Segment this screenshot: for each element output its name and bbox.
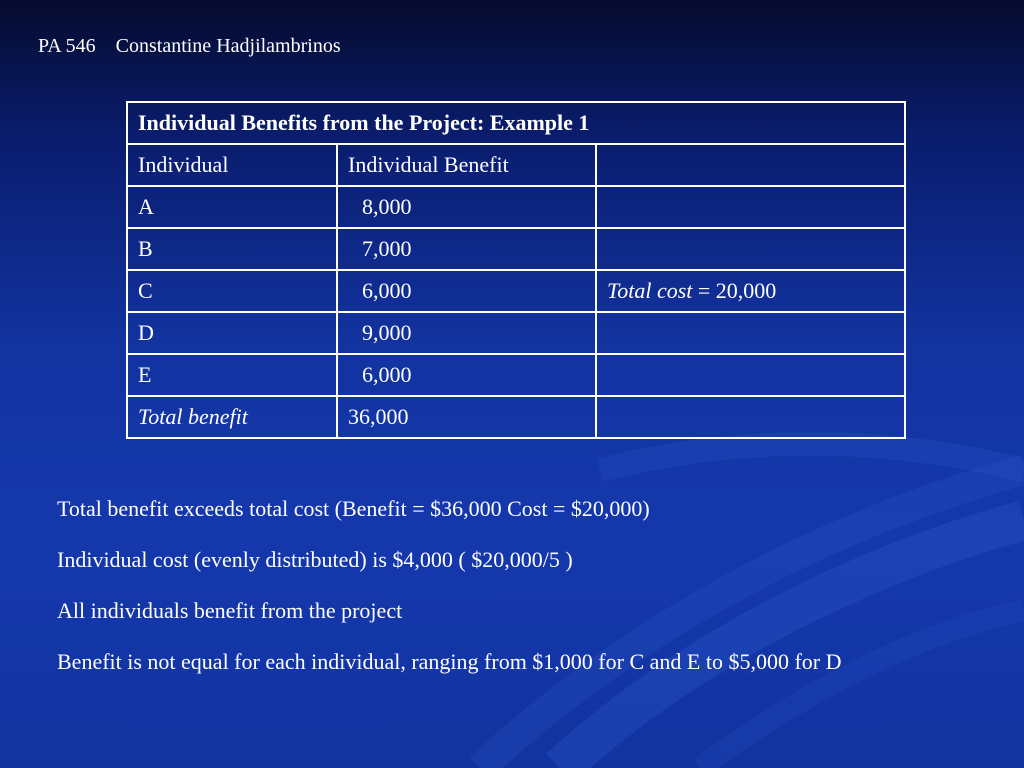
bullet-list [57,494,987,698]
table-row [127,270,905,312]
course-code: PA 546 [38,35,96,57]
individual-cell: A [127,186,337,228]
note-cell [596,186,905,228]
bullet-item: Benefit is not equal for each individual, ranging from $1,000 for C and E to $5,000 for D [57,649,842,674]
slide-header [38,35,341,58]
benefit-cell: 8,000 [337,186,596,228]
note-cell [596,396,905,438]
individual-cell: D [127,312,337,354]
note-cell [596,312,905,354]
benefit-cell: 9,000 [337,312,596,354]
individual-cell: E [127,354,337,396]
note-cell [596,228,905,270]
total-cost-value: = 20,000 [692,278,777,303]
table-title: Individual Benefits from the Project: Example 1 [127,102,905,144]
total-benefit-label: Total benefit [127,396,337,438]
benefit-cell: 7,000 [337,228,596,270]
author-name: Constantine Hadjilambrinos [115,35,341,57]
individual-cell: B [127,228,337,270]
total-benefit-value: 36,000 [337,396,596,438]
column-header-benefit: Individual Benefit [337,144,596,186]
table-row [127,354,905,396]
table-header-row [127,144,905,186]
bullet-item: Individual cost (evenly distributed) is $4,000 ( $20,000/5 ) [57,547,573,572]
total-cost-label: Total cost [607,278,693,303]
table-row [127,312,905,354]
table-title-row [127,102,905,144]
column-header-notes [596,144,905,186]
total-cost-note [596,270,905,312]
benefits-table [126,101,906,439]
individual-cell: C [127,270,337,312]
bullet-item: All individuals benefit from the project [57,598,403,623]
note-cell [596,354,905,396]
table-row [127,186,905,228]
bullet-item: Total benefit exceeds total cost (Benefit = $36,000 Cost = $20,000) [57,496,650,521]
column-header-individual: Individual [127,144,337,186]
benefit-cell: 6,000 [337,270,596,312]
table-total-row [127,396,905,438]
table-row [127,228,905,270]
benefit-cell: 6,000 [337,354,596,396]
